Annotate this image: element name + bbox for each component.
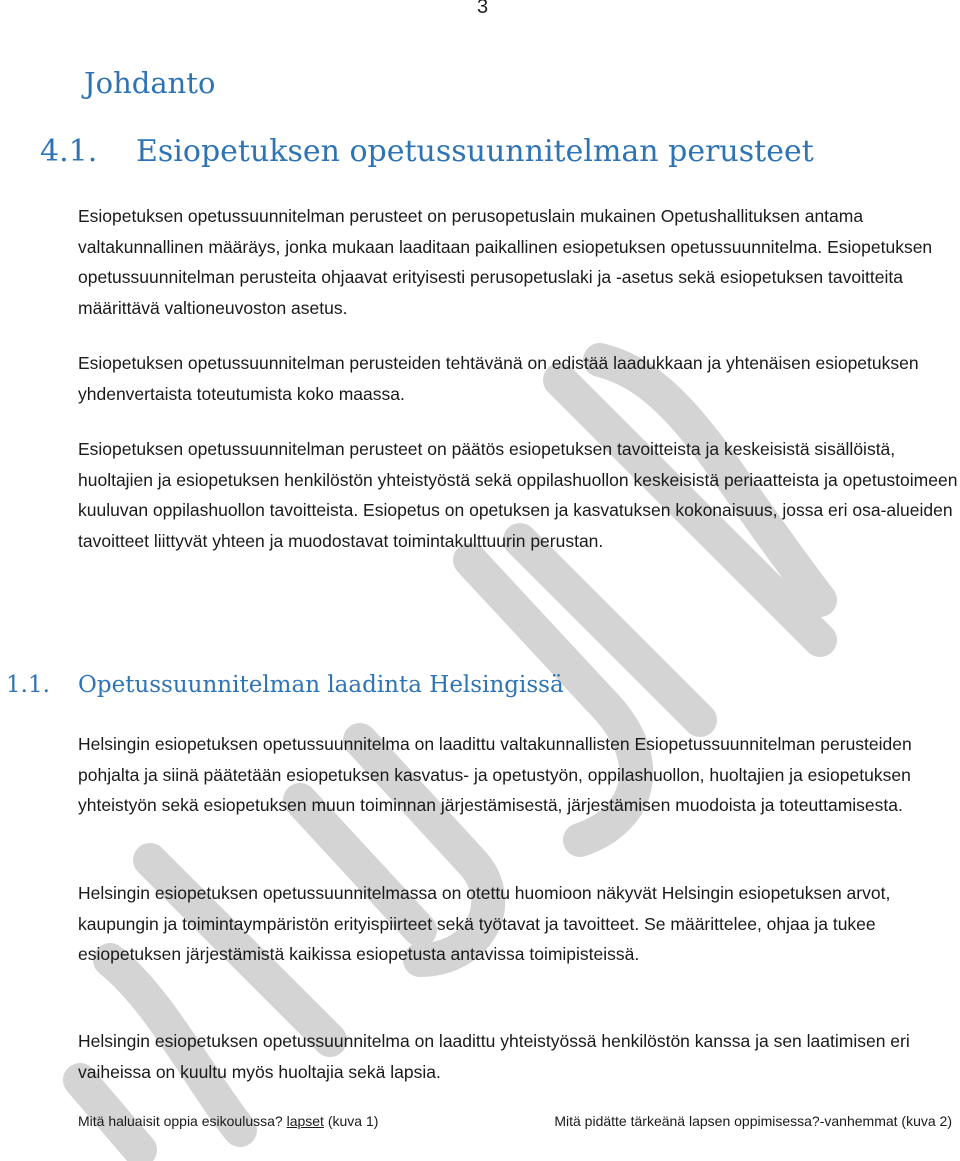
caption-right: Mitä pidätte tärkeänä lapsen oppimisessa?-vanhemmat (kuva 2) xyxy=(554,1113,952,1129)
caption-link-lapset[interactable]: lapset xyxy=(286,1113,324,1129)
section-heading xyxy=(40,134,814,169)
subsection-paragraph-2: Helsingin esiopetuksen opetussuunnitelmassa on otettu huomioon näkyvät Helsingin esiopetuksen arvot, kaupungin ja toimintaympäristön erityispiirteet sekä työtavat ja tavoitteet. Se määrittelee, ohjaa ja tukee esiopetuksen järjestämistä kaikissa esiopetusta antavissa toimipisteissä. xyxy=(78,883,891,964)
subsection-heading xyxy=(6,672,564,698)
section-title: Esiopetuksen opetussuunnitelman perusteet xyxy=(136,134,814,169)
section-number: 4.1. xyxy=(40,134,98,169)
subsection-paragraph-1: Helsingin esiopetuksen opetussuunnitelma on laadittu valtakunnallisten Esiopetussuunnitelman perusteiden pohjalta ja siinä päätetään esiopetuksen kasvatus- ja opetustyön, oppilashuollon, huoltajien ja esiopetuksen yhteistyön sekä esiopetuksen muun toiminnan järjestämisestä, järjestämisen muodoista ja toteuttamisesta. xyxy=(78,734,912,815)
subsection-paragraph-3: Helsingin esiopetuksen opetussuunnitelma on laadittu yhteistyössä henkilöstön kanssa ja sen laatimisen eri vaiheissa on kuultu myös huoltajia sekä lapsia. xyxy=(78,1031,910,1082)
subsection-number: 1.1. xyxy=(6,672,50,698)
section-paragraph-1: Esiopetuksen opetussuunnitelman perusteet on perusopetuslain mukainen Opetushallituksen antama valtakunnallinen määräys, jonka mukaan laaditaan paikallinen esiopetuksen opetussuunnitelma. Esiopetuksen opetussuunnitelman perusteita ohjaavat erityisesti perusopetuslaki ja -asetus sekä esiopetuksen tavoitteita määrittävä valtioneuvoston asetus. xyxy=(78,206,933,318)
chapter-heading: Johdanto xyxy=(84,66,216,100)
subsection-title: Opetussuunnitelman laadinta Helsingissä xyxy=(78,672,564,698)
caption-left: Mitä haluaisit oppia esikoulussa? lapset (kuva 1) xyxy=(78,1113,379,1129)
footer-captions xyxy=(78,1113,954,1129)
page-number: 3 xyxy=(477,0,489,18)
section-paragraph-3: Esiopetuksen opetussuunnitelman perusteet on päätös esiopetuksen tavoitteista ja keskeisistä sisällöistä, huoltajien ja esiopetuksen henkilöstön yhteistyöstä sekä oppilashuollon keskeisistä periaatteista ja opetustoimeen kuuluvan oppilashuollon tavoitteista. Esiopetus on opetuksen ja kasvatuksen kokonaisuus, jossa eri osa-alueiden tavoitteet liittyvät yhteen ja muodostavat toimintakulttuurin perustan. xyxy=(78,439,958,551)
section-paragraph-2: Esiopetuksen opetussuunnitelman perusteiden tehtävänä on edistää laadukkaan ja yhtenäisen esiopetuksen yhdenvertaista toteutumista koko maassa. xyxy=(78,353,919,404)
